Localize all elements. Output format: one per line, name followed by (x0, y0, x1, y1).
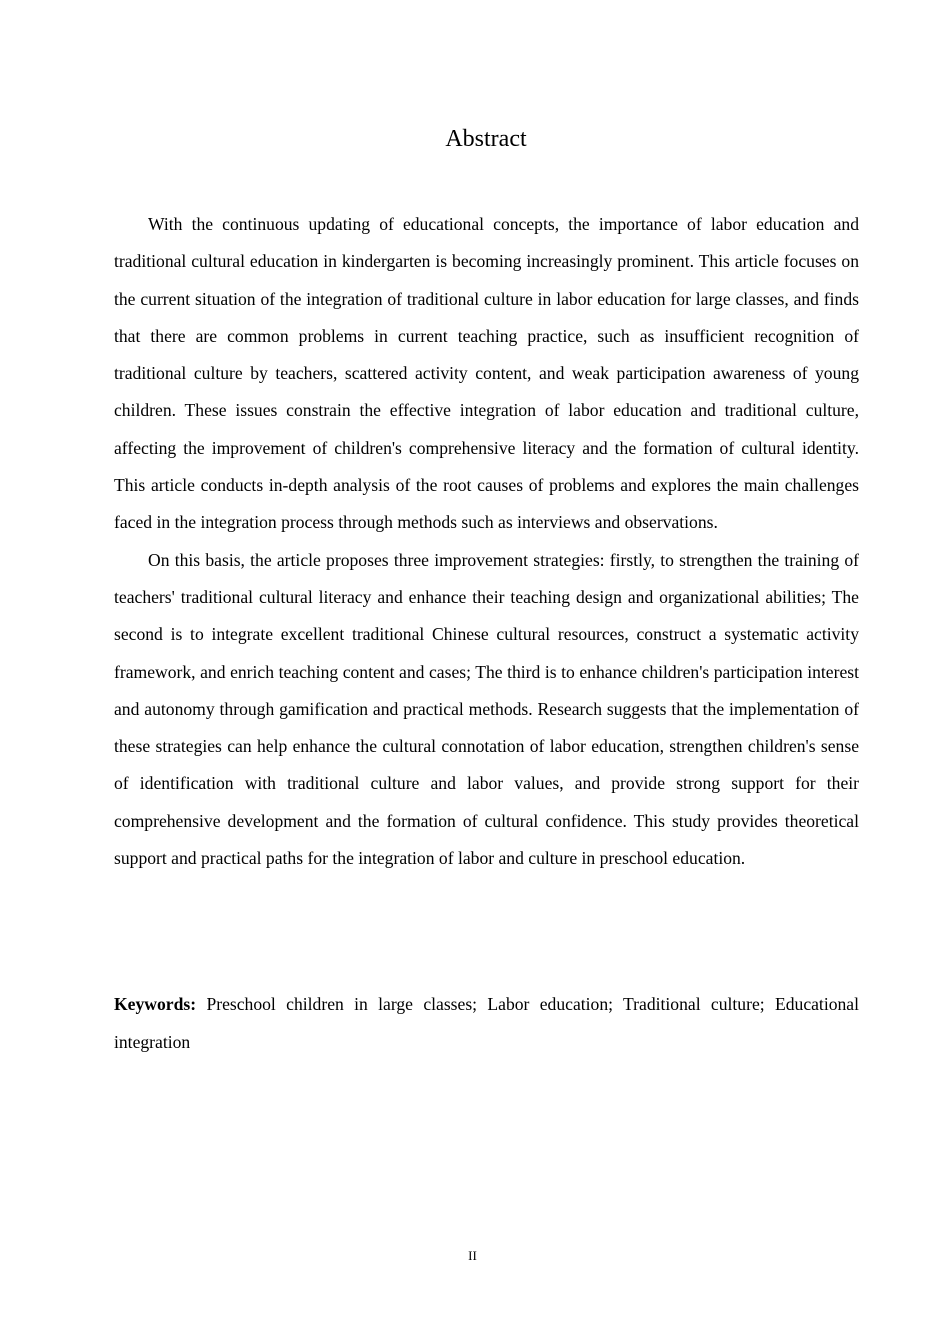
abstract-body (114, 206, 859, 877)
keywords-block (114, 986, 859, 1061)
page-number: II (468, 1248, 477, 1263)
page-title: Abstract (445, 126, 527, 152)
keywords-text: Preschool children in large classes; Labor education; Traditional culture; Educational integration (114, 994, 859, 1052)
abstract-paragraph-1: With the continuous updating of educational concepts, the importance of labor education and traditional cultural education in kindergarten is becoming increasingly prominent. This article focuses on the current situation of the integration of traditional culture in labor education for large classes, and finds that there are common problems in current teaching practice, such as insufficient recognition of traditional culture by teachers, scattered activity content, and weak participation awareness of young children. These issues constrain the effective integration of labor education and traditional culture, affecting the improvement of children's comprehensive literacy and the formation of cultural identity. This article conducts in-depth analysis of the root causes of problems and explores the main challenges faced in the integration process through methods such as interviews and observations. (114, 214, 859, 533)
keywords-label: Keywords: (114, 994, 197, 1014)
abstract-paragraph-2: On this basis, the article proposes three improvement strategies: firstly, to strengthen the training of teachers' traditional cultural literacy and enhance their teaching design and organizational abilities; The second is to integrate excellent traditional Chinese cultural resources, construct a systematic activity framework, and enrich teaching content and cases; The third is to enhance children's participation interest and autonomy through gamification and practical methods. Research suggests that the implementation of these strategies can help enhance the cultural connotation of labor education, strengthen children's sense of identification with traditional culture and labor values, and provide strong support for their comprehensive development and the formation of cultural confidence. This study provides theoretical support and practical paths for the integration of labor and culture in preschool education. (114, 549, 859, 869)
